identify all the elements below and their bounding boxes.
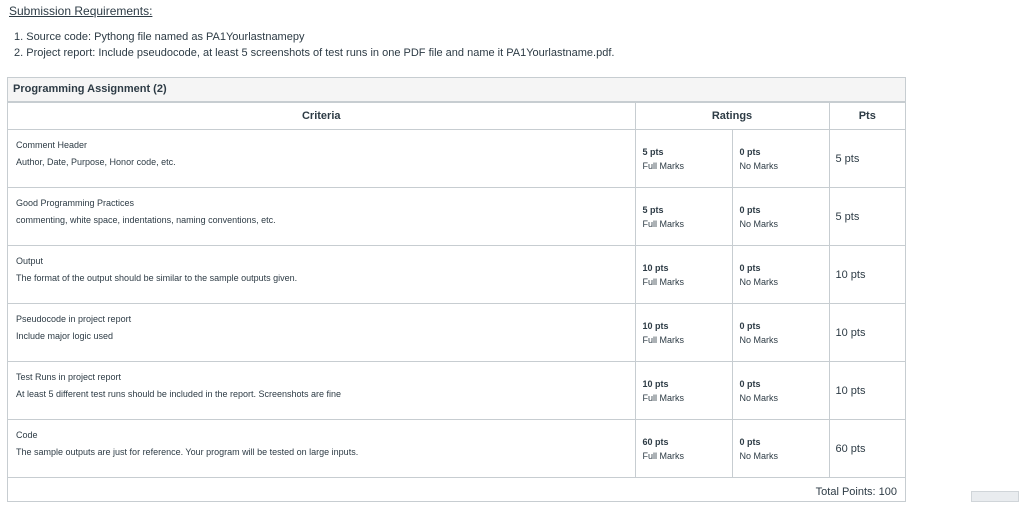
rating-full-marks	[636, 246, 732, 303]
rating-points: 5 pts	[643, 145, 732, 159]
rating-points: 0 pts	[740, 145, 829, 159]
rating-points: 10 pts	[643, 319, 732, 333]
criterion-name: Test Runs in project report	[16, 370, 627, 387]
points-cell: 10 pts	[829, 304, 905, 362]
criterion-name: Comment Header	[16, 138, 627, 155]
rating-label: No Marks	[740, 333, 829, 347]
rating-full-marks	[636, 420, 732, 477]
rating-no-marks	[732, 246, 829, 303]
pts-header: Pts	[829, 103, 905, 130]
table-row	[8, 246, 905, 304]
criterion-name: Pseudocode in project report	[16, 312, 627, 329]
criterion-description: Author, Date, Purpose, Honor code, etc.	[16, 155, 627, 169]
criterion-description: Include major logic used	[16, 329, 627, 343]
rating-points: 10 pts	[643, 377, 732, 391]
rating-points: 5 pts	[643, 203, 732, 217]
rating-no-marks	[732, 304, 829, 361]
rating-label: No Marks	[740, 159, 829, 173]
points-cell: 60 pts	[829, 420, 905, 478]
rating-label: Full Marks	[643, 391, 732, 405]
rating-label: No Marks	[740, 275, 829, 289]
requirement-item: 1. Source code: Pythong file named as PA1Yourlastnamepy	[14, 29, 614, 45]
rubric-table-container	[7, 77, 906, 502]
rating-full-marks	[636, 188, 732, 245]
ratings-cell	[635, 304, 829, 362]
criterion-description: At least 5 different test runs should be included in the report. Screenshots are fine	[16, 387, 627, 401]
rating-label: Full Marks	[643, 217, 732, 231]
rating-points: 60 pts	[643, 435, 732, 449]
rating-label: No Marks	[740, 391, 829, 405]
criterion-description: The format of the output should be similar to the sample outputs given.	[16, 271, 627, 285]
rating-points: 0 pts	[740, 377, 829, 391]
rating-points: 0 pts	[740, 435, 829, 449]
requirements-list	[14, 29, 614, 61]
rating-label: No Marks	[740, 449, 829, 463]
rating-points: 0 pts	[740, 203, 829, 217]
table-row	[8, 362, 905, 420]
table-row	[8, 304, 905, 362]
rating-label: Full Marks	[643, 333, 732, 347]
criterion-name: Output	[16, 254, 627, 271]
requirement-item: 2. Project report: Include pseudocode, at least 5 screenshots of test runs in one PDF file and name it PA1Yourlastname.pdf.	[14, 45, 614, 61]
ratings-cell	[635, 362, 829, 420]
ratings-header: Ratings	[635, 103, 829, 130]
rating-points: 0 pts	[740, 261, 829, 275]
criterion-name: Code	[16, 428, 627, 445]
criterion-cell	[8, 362, 635, 420]
points-cell: 5 pts	[829, 188, 905, 246]
criterion-description: The sample outputs are just for reference. Your program will be tested on large inputs.	[16, 445, 627, 459]
rating-no-marks	[732, 362, 829, 419]
rating-points: 0 pts	[740, 319, 829, 333]
rating-full-marks	[636, 130, 732, 187]
rating-label: No Marks	[740, 217, 829, 231]
rating-full-marks	[636, 304, 732, 361]
criterion-description: commenting, white space, indentations, naming conventions, etc.	[16, 213, 627, 227]
rating-label: Full Marks	[643, 275, 732, 289]
ratings-cell	[635, 188, 829, 246]
table-row	[8, 130, 905, 188]
rating-no-marks	[732, 420, 829, 477]
ratings-cell	[635, 420, 829, 478]
rating-full-marks	[636, 362, 732, 419]
rubric-table	[8, 102, 905, 505]
rating-no-marks	[732, 188, 829, 245]
points-cell: 10 pts	[829, 246, 905, 304]
rating-label: Full Marks	[643, 449, 732, 463]
page-thumbnail	[971, 491, 1019, 502]
criterion-cell	[8, 130, 635, 188]
criterion-cell	[8, 246, 635, 304]
criterion-name: Good Programming Practices	[16, 196, 627, 213]
criteria-header: Criteria	[8, 103, 635, 130]
total-points: Total Points: 100	[8, 478, 905, 505]
rating-points: 10 pts	[643, 261, 732, 275]
ratings-cell	[635, 246, 829, 304]
points-cell: 10 pts	[829, 362, 905, 420]
table-row	[8, 188, 905, 246]
rubric-title: Programming Assignment (2)	[8, 78, 905, 102]
criterion-cell	[8, 188, 635, 246]
rating-no-marks	[732, 130, 829, 187]
criterion-cell	[8, 420, 635, 478]
total-row	[8, 478, 905, 505]
table-row	[8, 420, 905, 478]
rating-label: Full Marks	[643, 159, 732, 173]
criterion-cell	[8, 304, 635, 362]
submission-requirements-title: Submission Requirements:	[9, 4, 152, 18]
points-cell: 5 pts	[829, 130, 905, 188]
ratings-cell	[635, 130, 829, 188]
